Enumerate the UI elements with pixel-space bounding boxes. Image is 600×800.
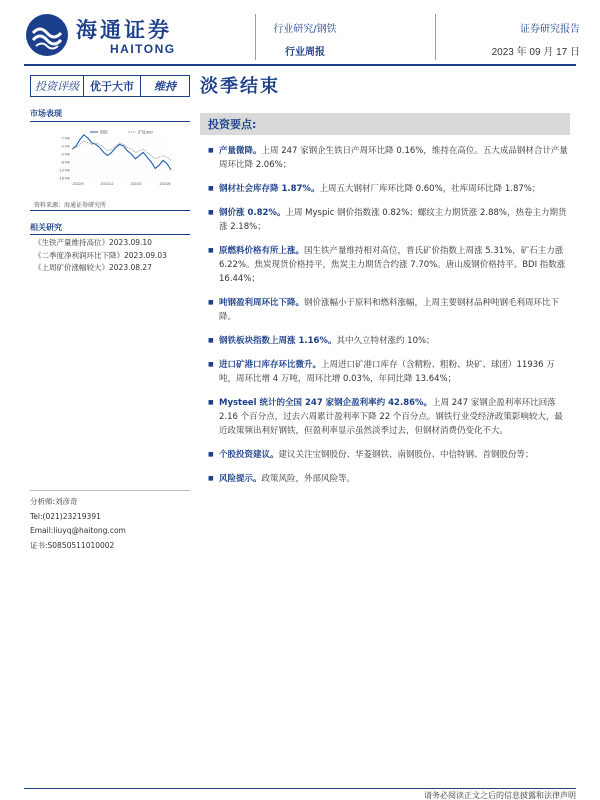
key-point: [208, 472, 570, 486]
report-category: [270, 20, 340, 58]
point-highlight: 产量微降。: [219, 146, 262, 156]
analyst-email[interactable]: Email:liuyq@haitong.com: [30, 526, 126, 535]
point-highlight: 进口矿港口库存环比微升。: [219, 360, 322, 370]
point-text: 国生铁产量维持相对高位，普氏矿价指数上周涨 5.31%，矿石主力涨 6.22%。焦炭现货价格持平，焦炭主力期货合约涨 7.70%。唐山废钢价格持平。BDI 指数涨 16.44%；: [219, 246, 566, 284]
rating-value: 优于大市: [84, 76, 141, 96]
related-link[interactable]: 《二季度净利润环比下降》2023.09.03: [34, 250, 167, 260]
chart-x-tick-label: 2023/3: [130, 182, 142, 186]
key-point: [208, 144, 570, 172]
point-text: 建议关注宝钢股份、华菱钢铁、南钢股份、中信特钢、首钢股份等；: [278, 450, 534, 460]
key-point: [208, 334, 570, 348]
report-meta: [470, 20, 580, 58]
point-highlight: 原燃料价格有所上涨。: [219, 246, 305, 256]
point-text: 其中久立特材涨约 10%；: [336, 336, 435, 346]
point-text: 上周五大钢材厂库环比降 0.60%，社库周环比降 1.87%；: [319, 184, 541, 194]
analyst-name: 分析师:刘彦奇: [30, 497, 78, 506]
report-type: 证券研究报告: [520, 24, 580, 35]
investment-rating: [30, 75, 190, 97]
header-divider: [255, 14, 256, 60]
key-points-title: 投资要点:: [208, 118, 257, 131]
point-text: 上周 247 家钢企盈利率环比回落 2.16 个百分点，过去六周累计盈利率下降 22 个百分点。钢铁行业受经济政策影响较大，最近政策频出利好钢铁，但盈利率显示虽然淡季过去，但钢材消费仍变化不大。: [219, 398, 563, 436]
related-research-list: [34, 237, 204, 275]
point-highlight: 风险提示。: [219, 474, 262, 484]
footer-rule: [24, 788, 576, 789]
point-text: 上周进口矿港口库存（含精粉、粗粉、块矿、球团）11936 万吨，周环比增 4 万吨，周环比增 0.03%，年同比降 13.64%；: [219, 360, 555, 384]
category-label: 行业研究/钢铁: [273, 24, 337, 35]
report-date: 2023 年 09 月 17 日: [491, 47, 580, 58]
disclaimer-footer: 请务必阅读正文之后的信息披露和法律声明: [424, 791, 576, 800]
key-point: [208, 396, 570, 438]
analyst-info: [30, 490, 190, 553]
logo-text-cn: 海通证券: [76, 17, 172, 42]
analyst-tel: Tel:(021)23219391: [30, 511, 101, 521]
rating-status: 维持: [154, 80, 176, 93]
point-highlight: 钢材社会库存降 1.87%。: [219, 184, 320, 194]
section-rule: [30, 210, 190, 211]
chart-x-tick-label: 2022/9: [72, 182, 84, 186]
point-highlight: 个股投资建议。: [219, 450, 279, 460]
market-performance-chart: [50, 128, 175, 190]
key-points-header: [200, 113, 570, 135]
header-divider: [435, 14, 436, 60]
section-rule: [30, 121, 190, 122]
key-point: [208, 244, 570, 286]
key-point: [208, 182, 570, 196]
point-text: 上周 247 家钢企生铁日产周环比降 0.16%，维持在高位。五大成品钢材合计产量周环比降 2.06%；: [219, 146, 568, 170]
key-point: [208, 206, 570, 234]
logo-text-en: HAITONG: [110, 42, 176, 56]
chart-x-tick-label: 2022/12: [100, 182, 114, 186]
chart-legend-label: 沪深300: [138, 129, 153, 135]
chart-series-line: [72, 135, 171, 170]
subcategory-label: 行业周报: [285, 47, 325, 58]
chart-x-tick-label: 2023/6: [159, 182, 171, 186]
section-rule: [30, 234, 190, 235]
chart-y-tick-label: -18.0%: [58, 176, 70, 181]
company-logo: [24, 12, 204, 58]
chart-source: 资料来源：海通证券研究所: [34, 202, 107, 209]
related-section-title: 相关研究: [30, 223, 62, 232]
related-link[interactable]: 《生铁产量维持高位》2023.09.10: [34, 238, 152, 247]
point-text: 政策风险，外部风险等。: [261, 474, 356, 484]
market-section-title: 市场表现: [30, 109, 62, 118]
point-highlight: 钢价涨 0.82%。: [219, 208, 286, 218]
report-title: 淡季结束: [200, 76, 280, 97]
chart-y-tick-label: 2.0%: [61, 144, 70, 149]
chart-y-tick-label: -8.0%: [60, 160, 70, 165]
point-text: 钢价涨幅小于原料和燃料涨幅，上周主要钢材品种吨钢毛利周环比下降。: [219, 298, 560, 322]
chart-y-tick-label: -13.0%: [58, 168, 70, 173]
header-rule: [24, 64, 576, 66]
key-point: [208, 358, 570, 386]
point-highlight: 钢铁板块指数上周涨 1.16%。: [219, 336, 337, 346]
rating-label: 投资评级: [31, 76, 84, 96]
chart-y-tick-label: -3.0%: [60, 152, 70, 157]
point-text: 上周 Myspic 钢价指数涨 0.82%；螺纹主力期货涨 2.88%，热卷主力期货涨 2.18%；: [219, 208, 567, 232]
key-points-list: [208, 144, 570, 496]
haitong-logo-icon: [24, 12, 70, 58]
analyst-cert: 证书:S0850511010002: [30, 540, 115, 550]
related-link[interactable]: 《上周矿价涨幅较大》2023.08.27: [34, 263, 152, 272]
point-highlight: 吨钢盈利周环比下降。: [219, 298, 305, 308]
chart-series-line: [72, 141, 171, 160]
chart-legend-label: 钢铁: [100, 129, 108, 135]
key-point: [208, 296, 570, 324]
chart-y-tick-label: 7.0%: [61, 136, 70, 141]
key-point: [208, 448, 570, 462]
point-highlight: Mysteel 统计的全国 247 家钢企盈利率约 42.86%。: [219, 398, 433, 408]
